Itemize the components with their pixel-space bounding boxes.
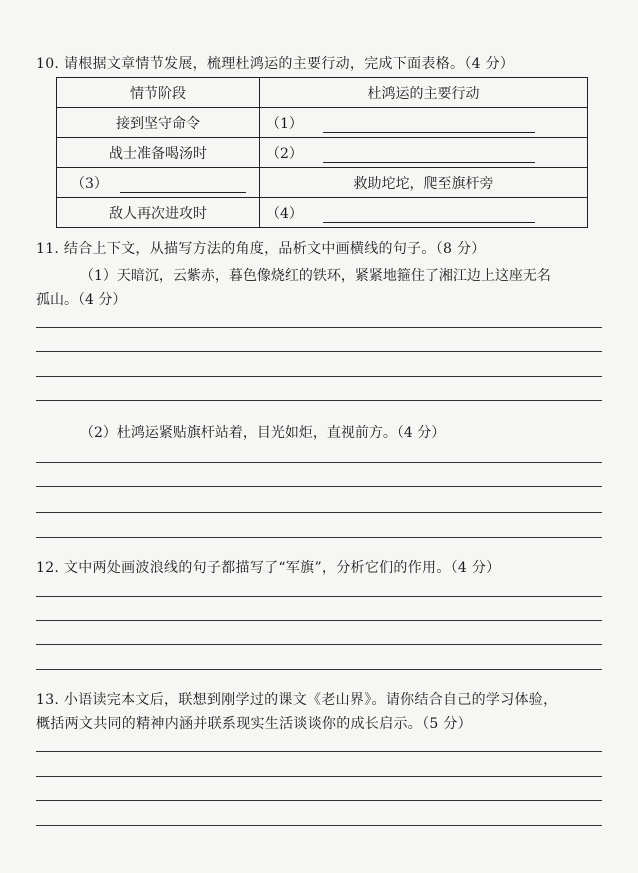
answer-blank-3[interactable]	[120, 178, 246, 193]
answer-line[interactable]	[36, 776, 602, 777]
stage-cell: 敌人再次进攻时	[57, 198, 260, 228]
question-13-prompt-line1: 13. 小语读完本文后，联想到刚学过的课文《老山界》。请你结合自己的学习体验，	[36, 692, 558, 708]
question-11-sub1-line1: （1）天暗沉，云紫赤，暮色像烧红的铁环，紧紧地箍住了湘江边上这座无名	[80, 268, 551, 284]
answer-line[interactable]	[36, 462, 602, 463]
answer-line[interactable]	[36, 825, 602, 826]
question-12-prompt: 12. 文中两处画波浪线的句子都描写了“军旗”，分析它们的作用。（4 分）	[36, 560, 501, 576]
action-answer-cell[interactable]	[260, 198, 588, 228]
action-cell: 救助坨坨，爬至旗杆旁	[260, 168, 588, 198]
table-row	[57, 198, 588, 228]
table-row	[57, 138, 588, 168]
blank-label: （2）	[266, 145, 303, 162]
question-11-prompt: 11. 结合上下文，从描写方法的角度，品析文中画横线的句子。（8 分）	[36, 241, 486, 257]
question-11-sub1-line2: 孤山。（4 分）	[36, 292, 127, 308]
answer-blank-4[interactable]	[323, 208, 535, 223]
stage-answer-cell[interactable]	[57, 168, 260, 198]
answer-line[interactable]	[36, 751, 602, 752]
blank-label: （4）	[266, 205, 303, 222]
answer-line[interactable]	[36, 400, 602, 401]
question-13-prompt-line2: 概括两文共同的精神内涵并联系现实生活谈谈你的成长启示。（5 分）	[36, 716, 472, 732]
answer-line[interactable]	[36, 351, 602, 352]
table-row	[57, 168, 588, 198]
table-row	[57, 108, 588, 138]
header-stage: 情节阶段	[57, 78, 260, 108]
question-11-sub2: （2）杜鸿运紧贴旗杆站着，目光如炬，直视前方。（4 分）	[80, 425, 446, 441]
answer-line[interactable]	[36, 537, 602, 538]
answer-line[interactable]	[36, 486, 602, 487]
answer-line[interactable]	[36, 800, 602, 801]
answer-line[interactable]	[36, 512, 602, 513]
header-action: 杜鸿运的主要行动	[260, 78, 588, 108]
blank-label: （1）	[266, 115, 303, 132]
stage-cell: 接到坚守命令	[57, 108, 260, 138]
answer-line[interactable]	[36, 669, 602, 670]
answer-line[interactable]	[36, 327, 602, 328]
stage-cell: 战士准备喝汤时	[57, 138, 260, 168]
blank-label: （3）	[71, 175, 108, 192]
action-answer-cell[interactable]	[260, 138, 588, 168]
table-header-row	[57, 78, 588, 108]
answer-blank-2[interactable]	[323, 148, 535, 163]
action-answer-cell[interactable]	[260, 108, 588, 138]
plot-table	[56, 77, 588, 228]
answer-blank-1[interactable]	[323, 118, 535, 133]
answer-line[interactable]	[36, 644, 602, 645]
question-10-prompt: 10. 请根据文章情节发展，梳理杜鸿运的主要行动，完成下面表格。（4 分）	[36, 56, 515, 72]
answer-line[interactable]	[36, 620, 602, 621]
answer-line[interactable]	[36, 596, 602, 597]
answer-line[interactable]	[36, 376, 602, 377]
